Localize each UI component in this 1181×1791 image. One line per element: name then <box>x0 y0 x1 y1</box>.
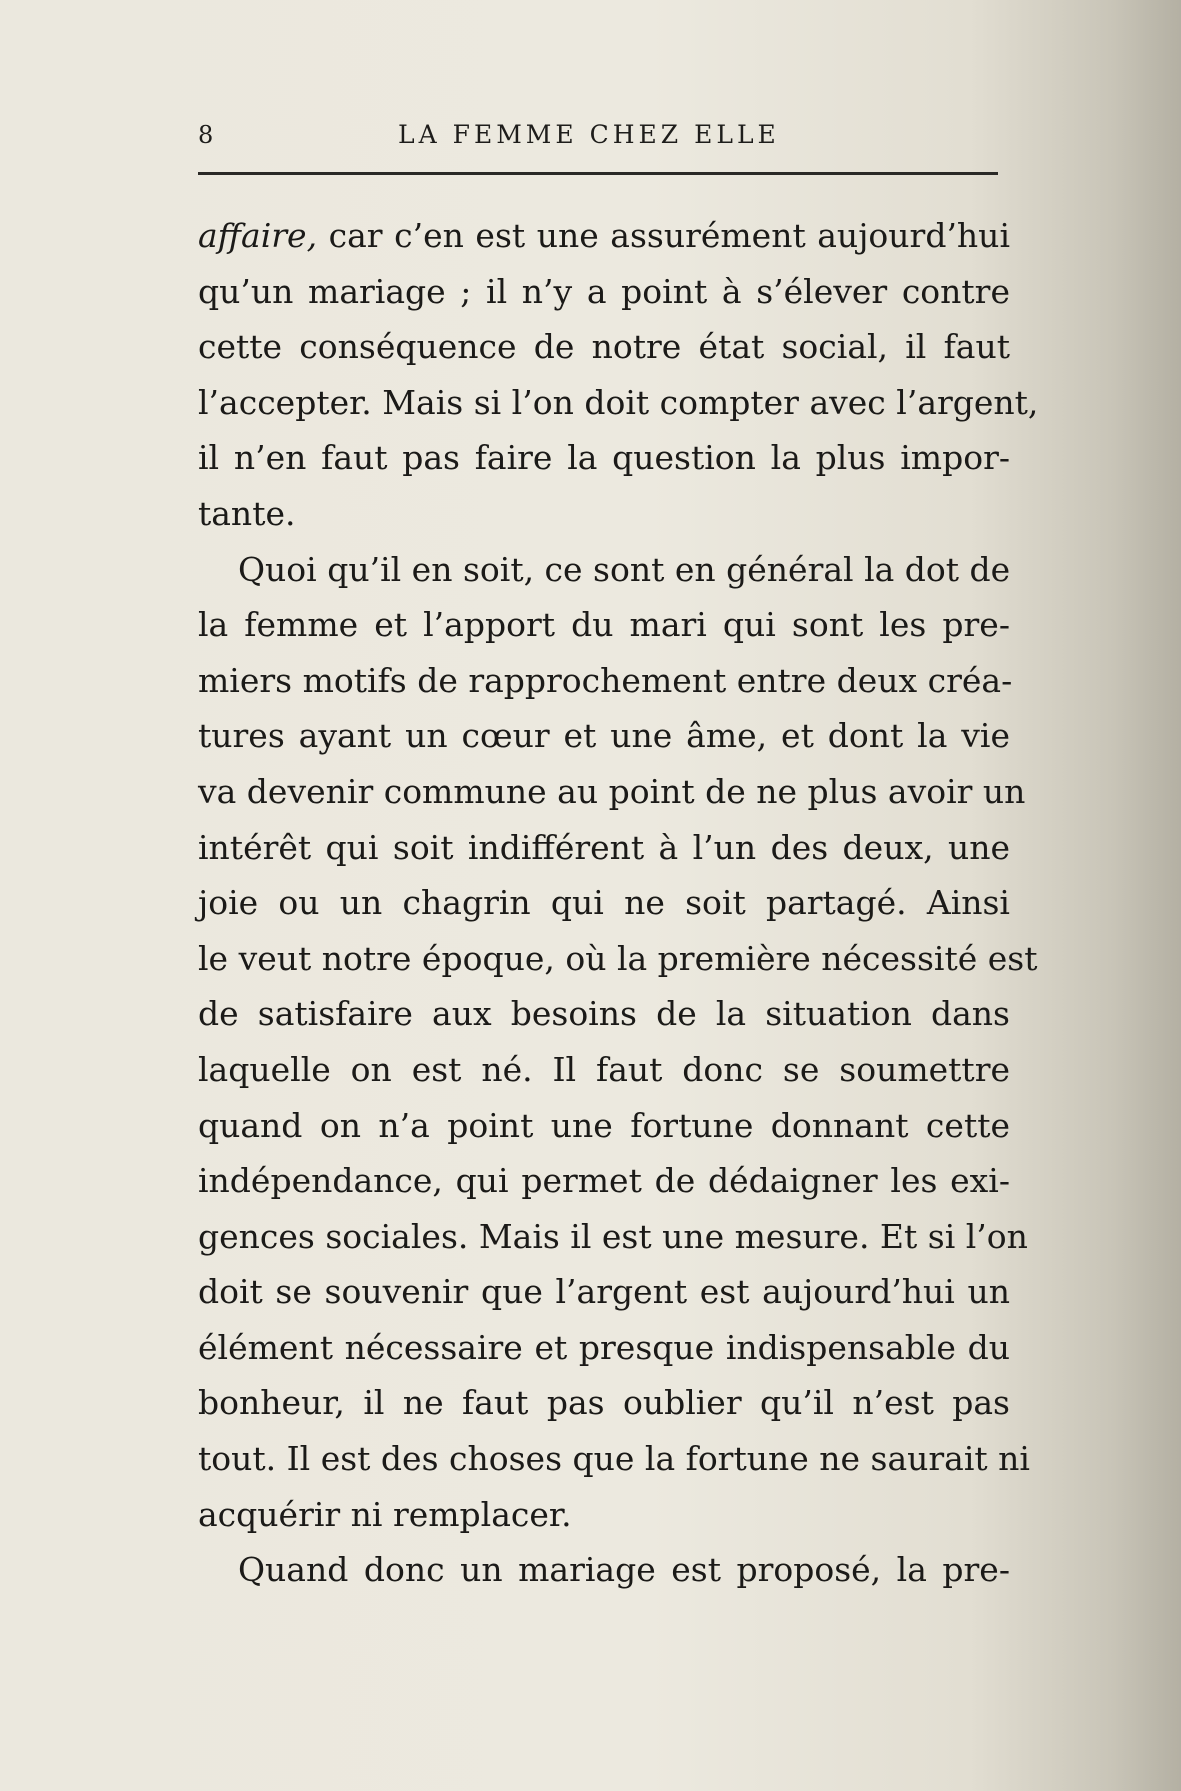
text-line: il n’en faut pas faire la question la plus impor- <box>198 438 1010 478</box>
text-line: qu’un mariage ; il n’y a point à s’élever contre <box>198 271 1010 311</box>
text-line: gences sociales. Mais il est une mesure. Et si l’on <box>198 1216 1028 1256</box>
running-head <box>198 118 998 152</box>
text-line: laquelle on est né. Il faut donc se soumettre <box>198 1049 1010 1089</box>
text-line: affaire, car c’en est une assurément aujourd’hui <box>198 216 1010 255</box>
text-line: élément nécessaire et presque indispensable du <box>198 1327 1010 1367</box>
page-number: 8 <box>198 121 214 149</box>
text-line: de satisfaire aux besoins de la situation dans <box>198 994 1010 1034</box>
text-line: intérêt qui soit indifférent à l’un des deux, une <box>198 827 1010 867</box>
paragraph-end-line: tante. <box>198 493 296 533</box>
text-line: va devenir commune au point de ne plus avoir un <box>198 771 1026 811</box>
paragraph-start-line: Quand donc un mariage est proposé, la pre- <box>238 1550 1010 1590</box>
text-line: quand on n’a point une fortune donnant cette <box>198 1105 1010 1145</box>
text-line: miers motifs de rapprochement entre deux créa- <box>198 660 1013 700</box>
text-line: la femme et l’apport du mari qui sont les pre- <box>198 605 1010 645</box>
text-line: tout. Il est des choses que la fortune ne saurait ni <box>198 1439 1030 1479</box>
text-line: le veut notre époque, où la première nécessité est <box>198 938 1038 978</box>
text-line: joie ou un chagrin qui ne soit partagé. Ainsi <box>198 883 1010 923</box>
text-line: bonheur, il ne faut pas oublier qu’il n’est pas <box>198 1383 1010 1423</box>
running-title: LA FEMME CHEZ ELLE <box>398 120 780 149</box>
text-line: cette conséquence de notre état social, il faut <box>198 327 1010 367</box>
text-line: l’accepter. Mais si l’on doit compter avec l’argent, <box>198 382 1039 422</box>
paragraph-end-line: acquérir ni remplacer. <box>198 1494 572 1534</box>
body-text <box>198 208 1039 1598</box>
paragraph-start-line: Quoi qu’il en soit, ce sont en général la dot de <box>238 549 1011 589</box>
italic-word: affaire, <box>198 216 318 255</box>
text-line: indépendance, qui permet de dédaigner les exi- <box>198 1161 1010 1201</box>
text-line: doit se souvenir que l’argent est aujourd’hui un <box>198 1272 1010 1312</box>
header-rule <box>198 172 998 175</box>
text-line: tures ayant un cœur et une âme, et dont la vie <box>198 716 1010 756</box>
